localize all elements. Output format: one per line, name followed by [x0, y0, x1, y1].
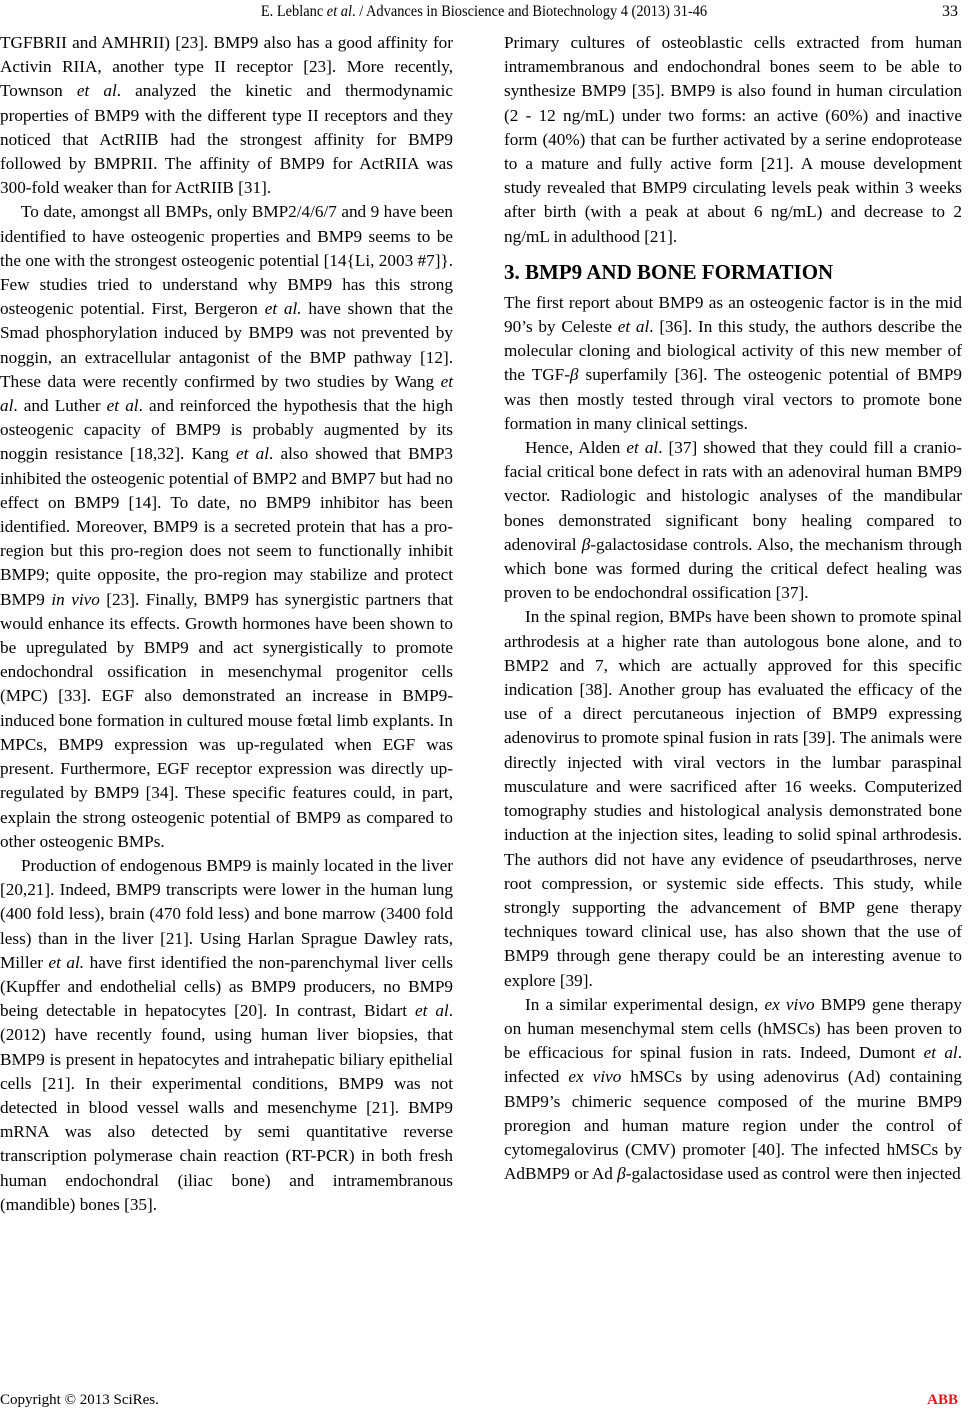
- italic-text: et al.: [264, 299, 302, 319]
- left-column: [0, 31, 453, 1217]
- italic-text: ex vivo: [568, 1067, 622, 1087]
- paragraph: [504, 31, 962, 249]
- text-run: . also showed that BMP3 inhibited the osteogenic potential of BMP2 and BMP7 but had no effect on BMP9 [14]. To date, no BMP9 inhibitor has been identified. Moreover, BMP9 is a secreted protein that has a pro-region but this pro-region does not seem to functionally inhibit BMP9; quite opposite, the pro-region may stabilize and protect BMP9: [0, 444, 453, 609]
- page-footer: [0, 1390, 968, 1410]
- running-title: [48, 2, 919, 22]
- italic-text: β: [617, 1164, 626, 1184]
- text-run: . infected: [504, 1043, 962, 1087]
- text-run: . and Luther: [13, 396, 107, 416]
- text-run: . analyzed the kinetic and thermodynamic properties of BMP9 with the different type II receptors and they noticed that ActRIIB had the strongest affinity for BMP9 followed by BMPRII. The affinity of BMP9 for ActRIIA was 300-fold weaker than for ActRIIB [31].: [0, 81, 454, 198]
- italic-text: in vivo: [51, 589, 100, 609]
- text-run: BMP9 gene therapy on human mesenchymal stem cells (hMSCs) has been proven to be efficacious for spinal fusion in rats. Indeed, Dumont: [504, 994, 962, 1063]
- italic-text: et al: [626, 438, 659, 458]
- page-number: 33: [942, 3, 958, 20]
- paragraph: [504, 605, 962, 992]
- text-run: In the spinal region, BMPs have been shown to promote spinal arthrodesis at a higher rate than autologous bone alone, and to BMP2 and 7, which are actually approved for this specific indication [38]. Another group has evaluated the efficacy of the use of a direct percutaneous injection of BMP9 expressing adenovirus to promote spinal fusion in rats [39]. The animals were directly injected with viral vectors in the lumbar paraspinal musculature and were sacrificed after 16 weeks. Computerized tomography studies and histological analysis demonstrated bone induction at the injection sites, leading to solid spinal arthrodesis. The authors did not have any evidence of pseudarthroses, nerve root compression, or systemic side effects. This study, while strongly supporting the advancement of BMP gene therapy techniques toward clinical use, has also shown that the use of BMP9 through gene therapy could be an interesting avenue to explore [39].: [504, 607, 962, 990]
- journal-abbreviation: ABB: [927, 1392, 958, 1408]
- running-header: [0, 2, 968, 22]
- italic-text: β: [569, 365, 579, 385]
- italic-text: et al: [617, 317, 650, 337]
- paragraph: [0, 31, 453, 200]
- text-run: have shown that the Smad phosphorylation induced by BMP9 was not prevented by noggin, an extracellular antagonist of the BMP pathway [12]. These data were recently confirmed by two studies by Wang: [0, 299, 453, 391]
- text-run: . (2012) have recently found, using human liver biopsies, that BMP9 is present in hepatocytes and intrahepatic biliary epithelial cells [21]. In their experimental conditions, BMP9 was not detected in blood vessel walls and mesenchyme [21]. BMP9 mRNA was also detected by semi quantitative reverse transcription polymerase chain reaction (RT-PCR) in both fresh human endochondral (iliac bone) and intramembranous (mandible) bones [35].: [0, 1001, 453, 1214]
- paragraph: [504, 291, 962, 436]
- text-run: Hence, Alden: [525, 438, 627, 458]
- italic-text: et al: [106, 396, 139, 416]
- text-run: . [36]. In this study, the authors describe the molecular cloning and biological activity of this new member of the TGF-: [504, 317, 962, 385]
- text-run: Production of endogenous BMP9 is mainly located in the liver [20,21]. Indeed, BMP9 transcripts were lower in the human lung (400 fold less), brain (470 fold less) and bone marrow (3400 fold less) than in the liver [21]. Using Harlan Sprague Dawley rats, Miller: [0, 855, 453, 972]
- paragraph: [0, 200, 453, 853]
- italic-text: et al: [236, 444, 269, 464]
- italic-text: β: [581, 534, 591, 554]
- copyright-notice: Copyright © 2013 SciRes.: [0, 1392, 159, 1408]
- paragraph: [504, 993, 962, 1187]
- text-run: hMSCs by using adenovirus (Ad) containing BMP9’s chimeric sequence composed of the murine BMP9 proregion and human mature region under the control of cytomegalovirus (CMV) promoter [40]. The infected hMSCs by AdBMP9 or Ad: [504, 1067, 962, 1184]
- text-run: -galactosidase used as control were then injected: [625, 1164, 961, 1184]
- header-etal: et al: [326, 3, 353, 20]
- text-run: . and reinforced the hypothesis that the high osteogenic capacity of BMP9 is probably augmented by its noggin resistance [18,32]. Kang: [0, 396, 453, 464]
- paragraph: [0, 854, 453, 1217]
- text-run: -galactosidase controls. Also, the mechanism through which bone was formed during the critical defect healing was proven to be endochondral ossification [37].: [504, 534, 962, 603]
- header-journal: . / Advances in Bioscience and Biotechnology 4 (2013) 31-46: [352, 3, 708, 20]
- text-run: TGFBRII and AMHRII) [23]. BMP9 also has a good affinity for Activin RIIA, another type II receptor [23]. More recently, Townson: [0, 33, 453, 101]
- text-run: . [37] showed that they could fill a cranio-facial critical bone defect in rats with an adenoviral human BMP9 vector. Radiologic and histologic analyses of the mandibular bones demonstrated significant bony healing compared to adenoviral: [504, 438, 962, 554]
- text-run: superfamily [36]. The osteogenic potential of BMP9 was then mostly tested through viral vectors to promote bone formation in many clinical settings.: [504, 365, 962, 433]
- text-run: In a similar experimental design,: [525, 994, 765, 1014]
- text-run: The first report about BMP9 as an osteogenic factor is in the mid 90’s by Celeste: [504, 292, 962, 337]
- italic-text: et al: [923, 1043, 958, 1063]
- text-run: To date, amongst all BMPs, only BMP2/4/6/7 and 9 have been identified to have osteogenic properties and BMP9 seems to be the one with the strongest osteogenic potential [14{Li, 2003 #7]}. Few studies tried to understand why BMP9 has this strong osteogenic potential. First, Bergeron: [0, 202, 453, 319]
- text-run: have first identified the non-parenchymal liver cells (Kupffer and endothelial cells) as BMP9 producers, no BMP9 being detectable in hepatocytes [20]. In contrast, Bidart: [0, 952, 453, 1021]
- italic-text: et al: [76, 81, 117, 101]
- italic-text: et al.: [48, 952, 85, 972]
- text-run: [23]. Finally, BMP9 has synergistic partners that would enhance its effects. Growth hormones have been shown to be upregulated by BMP9 and act synergistically to promote endochondral ossification in mesenchymal progenitor cells (MPC) [33]. EGF also demonstrated an increase in BMP9-induced bone formation in cultured mouse fœtal limb explants. In MPCs, BMP9 expression was up-regulated when EGF was present. Furthermore, EGF receptor expression was directly up-regulated by BMP9 [34]. These specific features could, in part, explain the strong osteogenic potential of BMP9 as compared to other osteogenic BMPs.: [0, 589, 454, 851]
- paragraph: [504, 436, 962, 605]
- italic-text: ex vivo: [764, 994, 815, 1014]
- text-run: Primary cultures of osteoblastic cells extracted from human intramembranous and endochondral bones seem to be able to synthesize BMP9 [35]. BMP9 is also found in human circulation (2 - 12 ng/mL) under two forms: an active (60%) and inactive form (40%) that can be further activated by a serine endoprotease to a mature and fully active form [21]. A mouse development study revealed that BMP9 circulating levels peak within 3 weeks after birth (with a peak at about 6 ng/mL) and decrease to 2 ng/mL in adulthood [21].: [504, 33, 962, 246]
- italic-text: et al: [0, 371, 453, 416]
- section-heading: 3. BMP9 AND BONE FORMATION: [504, 259, 834, 284]
- italic-text: et al: [414, 1001, 449, 1021]
- header-authors: E. Leblanc: [260, 3, 324, 20]
- right-column: [504, 31, 962, 1186]
